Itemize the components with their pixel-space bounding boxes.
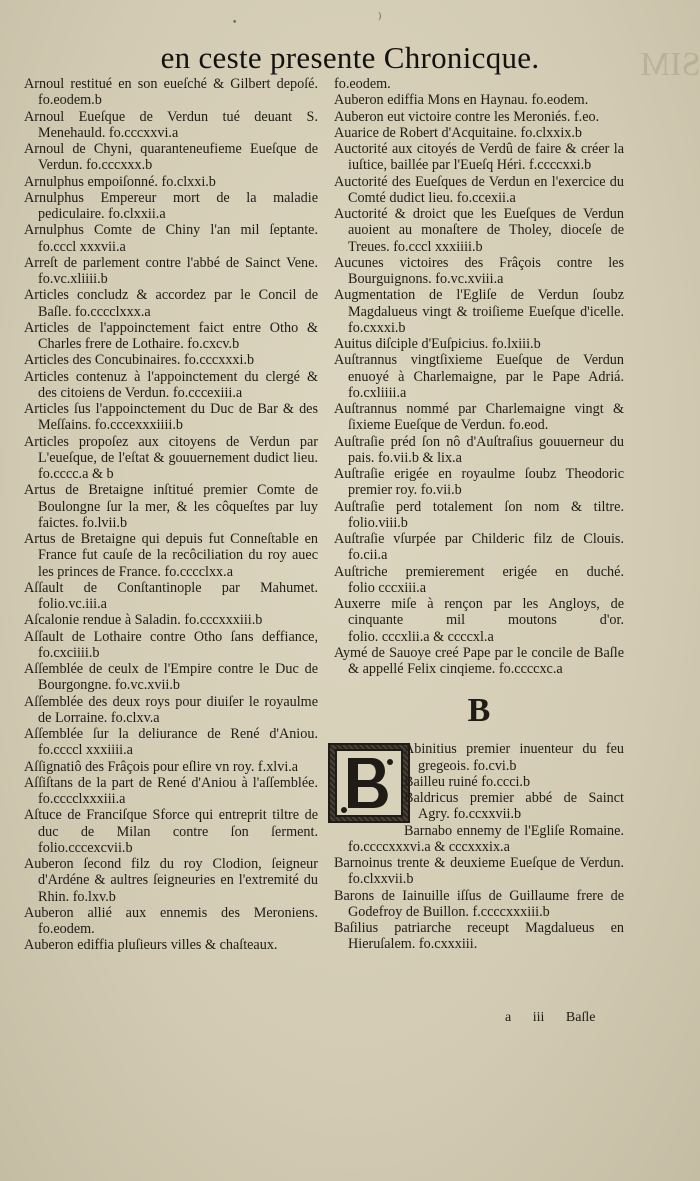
entry-text: Aymé de Sauoye creé Pape par le concile de Baſle & appellé Felix cinqieme. [334, 644, 624, 677]
entry-text: Auſtraſie perd totalement ſon nom & tiltre. [334, 498, 624, 515]
folio-reference: fo.clxxi.b [161, 173, 216, 190]
folio-reference: fo.ccccxxxvi.a & cccxxxix.a [348, 838, 510, 855]
entry-text: Aucunes victoires des Frâçois contre les Bourguignons. [334, 254, 624, 287]
entry-text: Aſſemblée des deux roys pour diuiſer le royaulme de Lorraine. [24, 693, 318, 726]
folio-reference: f.xlvi.a [257, 758, 299, 775]
entry-text: Auberon allié aux ennemis des Meroniens. [24, 904, 318, 921]
index-entry [334, 888, 624, 921]
folio-reference: fo.eodem. [38, 921, 95, 937]
index-entry [334, 255, 624, 288]
entry-text: Arnoul restitué en son eueſché & Gilbert depoſé. [24, 76, 318, 92]
entry-text: Auctorité des Eueſques de Verdun en l'exercice du Comté dudict lieu. [334, 173, 624, 206]
folio-reference: folio.viii.b [348, 514, 408, 531]
folio-reference: fo.cccexxxiiii.b [94, 417, 183, 434]
index-entry [24, 694, 318, 727]
entry-text: Aſſemblée ſur la deliurance de René d'Aniou. [24, 726, 318, 742]
entry-text: Auſtraſie vſurpée par Childeric filz de Clouis. [334, 531, 624, 547]
index-entry [24, 434, 318, 483]
index-entry [24, 109, 318, 142]
folio-reference: fo.vii.b & lix.a [377, 449, 462, 466]
entry-text: Articles concludz & accordez par le Concil de Baſle. [24, 287, 318, 320]
index-entry [334, 141, 624, 174]
index-entry [24, 905, 318, 938]
index-entry [24, 320, 318, 353]
folio-reference: fo.cccclxx.a [164, 563, 233, 580]
entry-text: Aſſignatiô des Frâçois pour eſlire vn roy. [24, 758, 255, 775]
index-entry [334, 531, 624, 564]
index-entry [24, 580, 318, 613]
entry-text: Auſtraſie erigée en royaulme ſoubz Theodoric premier roy. [334, 466, 624, 499]
index-entry [24, 222, 318, 255]
entry-text: Arnulphus Comte de Chiny l'an mil ſeptante. [24, 222, 318, 239]
entry-text: Aſcalonie rendue à Saladin. [24, 612, 181, 629]
entry-text: Arnoul Eueſque de Verdun tué deuant S. Menehauld. [24, 108, 318, 141]
entry-text: Articles contenuz à l'appoinctement du clergé & des citoiens de Verdun. [24, 368, 318, 401]
entry-text: Augmentation de l'Egliſe de Verdun ſoubz Magdalueus vingt & troiſieme Eueſque d'icelle. [334, 287, 624, 320]
index-entry [334, 125, 624, 141]
folio-reference: fo.ccccl xxxiiii.a [38, 742, 133, 759]
folio-reference: fo.lxv.b [72, 888, 116, 905]
entry-text: Auſtriche premierement erigée en duché. [334, 563, 624, 580]
signature-mark: a iii [505, 1010, 545, 1025]
index-entry [24, 190, 318, 223]
entry-text: Barnabo ennemy de l'Egliſe Romaine. [404, 822, 624, 839]
entry-text: Arnulphus empoiſonné. [24, 173, 158, 190]
folio-reference: fo.clxxvii.b [348, 871, 414, 888]
folio-reference: fo.cxxxiii. [418, 936, 478, 953]
entry-text: Arnulphus Empereur mort de la maladie pediculaire. [24, 189, 318, 222]
index-entry [24, 759, 318, 775]
folio-reference: f.ccccxxxiii.b [472, 903, 550, 920]
entry-text: Arnoul de Chyni, quaranteneufieme Eueſque de Verdun. [24, 141, 318, 174]
print-mark: • [232, 18, 238, 28]
entry-text: Auberon eut victoire contre les Meroniés. [334, 108, 571, 125]
folio-reference: fo.cccexiii.a [172, 384, 243, 401]
entry-text: Aſſault de Lothaire contre Otho ſans deffiance, [24, 628, 318, 645]
running-header: en ceste presente Chronicque. [160, 40, 540, 75]
folio-reference: fo.eod. [508, 417, 549, 434]
index-entry [24, 482, 318, 531]
entry-text: Arreſt de parlement contre l'abbé de Sainct Vene. [24, 254, 318, 271]
index-entry [24, 141, 318, 174]
catchword: Baſle [565, 1010, 596, 1025]
index-entry [24, 174, 318, 190]
folio-reference: fo.cccclxxxiii.a [38, 791, 126, 807]
entry-text: Aſtuce de Franciſque Sforce qui entreprit tiltre de duc de Milan contre ſon ſerment. [24, 807, 318, 840]
entry-text: Auſtraſie préd ſon nô d'Auſtraſius gouuerneur du pais. [334, 433, 624, 466]
index-entry [334, 174, 624, 207]
folio-reference: fo.cccxxx.b [86, 157, 153, 174]
entry-text: Barnoinus trente & deuxieme Eueſque de Verdun. [334, 855, 624, 871]
folio-reference: folio.vc.iii.a [38, 596, 107, 612]
entry-text: Articles de l'appoinctement faict entre Otho & Charles frere de Lothaire. [24, 319, 318, 352]
entry-text: Aſſiſtans de la part de René d'Aniou à l'aſſemblée. [24, 774, 318, 791]
index-entry [24, 775, 318, 808]
index-entry [24, 612, 318, 628]
folio-reference: fo.cccclxxx.a [75, 303, 151, 320]
folio-reference: fo.cccc.a & b [38, 466, 114, 482]
folio-reference: f.ccccxxi.b [529, 157, 592, 174]
index-entry [24, 287, 318, 320]
folio-reference: fo.ccxxvii.b [453, 806, 522, 823]
folio-reference: folio. cccxlii.a & ccccxl.a [348, 628, 494, 645]
page-footer [505, 1010, 595, 1026]
entry-text: Barons de Iainuille iſſus de Guillaume frere de Godefroy de Buillon. [334, 887, 624, 920]
entry-text: Abinitius premier inuenteur du feu gregeois. [404, 741, 624, 774]
index-entry [24, 937, 318, 953]
entry-text: Aſſemblée de ceulx de l'Empire contre le Duc de Bourgongne. [24, 661, 318, 694]
folio-reference: fo.cxciiii.b [38, 644, 100, 661]
index-entry [334, 823, 624, 856]
folio-reference: fo.cxliiii.a [348, 384, 407, 401]
folio-reference: fo.cccl xxxiiii.b [393, 238, 483, 255]
folio-reference: fo.ccccxc.a [498, 661, 563, 677]
index-entry [334, 434, 624, 467]
entry-text: Auitus diſciple d'Euſpicius. [334, 336, 489, 352]
folio-reference: folio cccxiii.a [348, 579, 426, 596]
folio-reference: fo.cccxxxi.b [183, 352, 255, 369]
index-entry [334, 76, 624, 92]
entry-text: Auberon ediffia pluſieurs villes & chaſteaux. [24, 937, 278, 954]
folio-reference: fo.eodem. [334, 76, 391, 92]
b-section [334, 741, 624, 952]
folio-reference: fo.clxxix.b [520, 124, 582, 141]
index-entry [334, 92, 624, 108]
index-entry [24, 661, 318, 694]
folio-reference: fo.ccexii.a [456, 189, 516, 206]
entry-text: Auxerre miſe à rençon par les Angloys, de cinquante mil moutons d'or. [334, 596, 624, 629]
print-mark: ) [378, 12, 382, 22]
bleed-through-text: SIM [640, 46, 700, 83]
folio-reference: fo.cccxxxiii.b [184, 612, 263, 629]
index-column-right-entries [334, 76, 624, 677]
folio-reference: fo.cvi.b [473, 757, 517, 774]
entry-text: Baldricus premier abbé de Sainct Agry. [404, 790, 624, 823]
index-entry [24, 369, 318, 402]
entry-text: Auberon ſecond filz du roy Clodion, ſeigneur d'Ardéne & aultres ſeigneuries en l'extremité du Rhin. [24, 856, 318, 905]
folio-reference: fo.ccci.b [481, 773, 531, 790]
index-entry [24, 531, 318, 580]
folio-reference: fo.eodem. [531, 92, 589, 109]
entry-text: Auarice de Robert d'Acquitaine. [334, 124, 517, 141]
folio-reference: fo.clxv.a [110, 709, 160, 726]
folio-reference: fo.vc.xviii.a [435, 271, 504, 287]
folio-reference: fo.cii.a [348, 547, 388, 564]
folio-reference: fo.vc.xliiii.b [38, 271, 108, 287]
entry-text: Articles propoſez aux citoyens de Verdun par L'eueſque, de l'eſtat & gouuernement dudict lieu. [24, 433, 318, 466]
index-entry [334, 466, 624, 499]
index-entry [24, 352, 318, 368]
folio-reference: fo.vii.b [420, 482, 462, 499]
entry-text: Artus de Bretaigne qui depuis fut Conneſtable en France fut cauſe de la recôciliation du roy auec les princes de France. [24, 531, 318, 580]
entry-text: Articles des Concubinaires. [24, 352, 181, 369]
index-entry [334, 336, 624, 352]
index-entry [334, 855, 624, 888]
entry-text: Auberon ediffia Mons en Haynau. [334, 92, 528, 109]
index-entry [334, 920, 624, 953]
index-entry [334, 499, 624, 532]
index-entry [334, 401, 624, 434]
index-entry [24, 401, 318, 434]
index-entry [334, 109, 624, 125]
index-entry [334, 564, 624, 597]
index-entry [24, 255, 318, 288]
index-column-right [334, 76, 624, 953]
section-letter: B [467, 692, 491, 730]
folio-reference: fo.cxxxi.b [348, 319, 406, 336]
index-entry [24, 76, 318, 109]
entry-text: Aſſault de Conſtantinople par Mahumet. [24, 579, 318, 596]
index-entry [334, 206, 624, 255]
folio-reference: fo.cccl xxxvii.a [38, 238, 126, 255]
index-entry [24, 856, 318, 905]
entry-text: Baſilius patriarche receupt Magdalueus en Hieruſalem. [334, 920, 624, 953]
entry-text: Auctorité & droict que les Eueſques de Verdun auoient au monaſtere de Tholey, dioceſe de Treues. [334, 206, 624, 255]
index-column-left [24, 76, 318, 954]
folio-reference: fo.lvii.b [82, 514, 128, 531]
entry-text: Auſtrannus nommé par Charlemaigne vingt & ſixieme Eueſque de Verdun. [334, 401, 624, 434]
folio-reference: folio.cccexcvii.b [38, 839, 133, 856]
index-entry [24, 726, 318, 759]
folio-reference: fo.vc.xvii.b [114, 677, 180, 694]
entry-text: Bailleu ruiné [404, 773, 478, 790]
folio-reference: fo.eodem.b [38, 92, 102, 109]
folio-reference: fo.lxiii.b [491, 336, 541, 352]
decorated-initial-b-icon [328, 743, 410, 823]
entry-text: Artus de Bretaigne inſtitué premier Comte de Boulongne ſur la mer, & les côqueſtes par luy faictes. [24, 482, 318, 531]
index-entry [334, 645, 624, 678]
index-entry [334, 287, 624, 336]
entry-text: Auſtrannus vingtſixieme Eueſque de Verdun enuoyé à Charlemaigne, par le Pape Adriá. [334, 352, 624, 385]
entry-text: Articles ſus l'appoinctement du Duc de Bar & des Meſſains. [24, 401, 318, 434]
folio-reference: f.eo. [573, 108, 600, 125]
folio-reference: fo.clxxii.a [108, 206, 166, 222]
folio-reference: fo.cxcv.b [187, 336, 240, 352]
index-entry [334, 596, 624, 645]
entry-text: Auctorité aux citoyés de Verdû de faire & créer la iuſtice, baillée par l'Eueſq Héri. [334, 141, 624, 174]
index-entry [24, 629, 318, 662]
folio-reference: fo.cccxxvi.a [108, 124, 179, 141]
index-entry [334, 352, 624, 401]
index-entry [24, 807, 318, 856]
